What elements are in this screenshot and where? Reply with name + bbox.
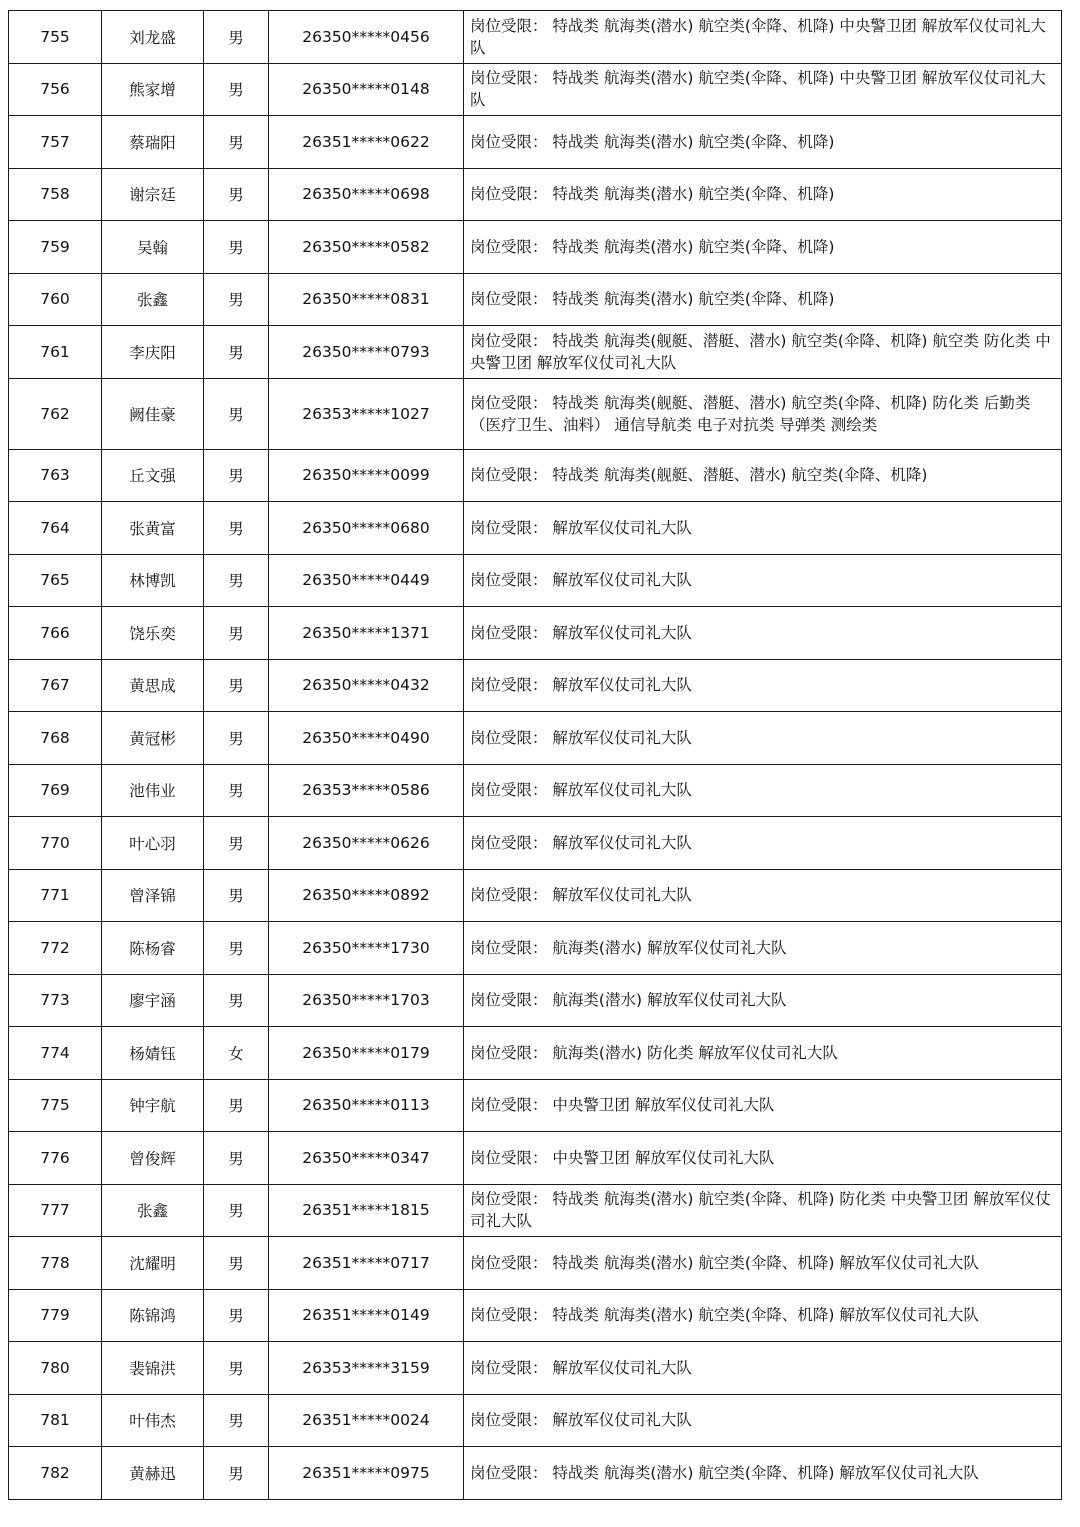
restriction-note-cell: 岗位受限： 解放军仪仗司礼大队	[464, 817, 1062, 870]
gender-cell: 男	[204, 1289, 269, 1342]
name-cell: 刘龙盛	[102, 11, 204, 64]
name-cell: 李庆阳	[102, 326, 204, 379]
restriction-note-cell: 岗位受限： 特战类 航海类(舰艇、潜艇、潜水) 航空类(伞降、机降) 航空类 防化类 中央警卫团 解放军仪仗司礼大队	[464, 326, 1062, 379]
name-cell: 黄思成	[102, 659, 204, 712]
row-number-cell: 758	[9, 168, 102, 221]
name-cell: 叶心羽	[102, 817, 204, 870]
restriction-note-cell: 岗位受限： 航海类(潜水) 解放军仪仗司礼大队	[464, 922, 1062, 975]
row-number-cell: 766	[9, 607, 102, 660]
restriction-note-cell: 岗位受限： 解放军仪仗司礼大队	[464, 712, 1062, 765]
candidate-id-cell: 26350*****0490	[269, 712, 464, 765]
restriction-note-cell: 岗位受限： 特战类 航海类(潜水) 航空类(伞降、机降)	[464, 273, 1062, 326]
gender-cell: 男	[204, 869, 269, 922]
gender-cell: 男	[204, 11, 269, 64]
table-row	[9, 607, 1062, 660]
row-number-cell: 769	[9, 764, 102, 817]
name-cell: 裴锦洪	[102, 1342, 204, 1395]
candidate-id-cell: 26350*****0432	[269, 659, 464, 712]
row-number-cell: 774	[9, 1027, 102, 1080]
gender-cell: 男	[204, 1342, 269, 1395]
restriction-note-cell: 岗位受限： 特战类 航海类(潜水) 航空类(伞降、机降) 防化类 中央警卫团 解放军仪仗司礼大队	[464, 1184, 1062, 1237]
table-row	[9, 1447, 1062, 1500]
table-row	[9, 116, 1062, 169]
candidate-id-cell: 26353*****1027	[269, 378, 464, 449]
row-number-cell: 771	[9, 869, 102, 922]
name-cell: 杨婧钰	[102, 1027, 204, 1080]
gender-cell: 男	[204, 1447, 269, 1500]
candidate-id-cell: 26350*****0793	[269, 326, 464, 379]
table-row	[9, 974, 1062, 1027]
row-number-cell: 781	[9, 1394, 102, 1447]
name-cell: 陈杨睿	[102, 922, 204, 975]
table-row	[9, 273, 1062, 326]
restriction-note-cell: 岗位受限： 特战类 航海类(潜水) 航空类(伞降、机降) 解放军仪仗司礼大队	[464, 1289, 1062, 1342]
row-number-cell: 767	[9, 659, 102, 712]
gender-cell: 男	[204, 1237, 269, 1290]
table-row	[9, 1079, 1062, 1132]
table-row	[9, 554, 1062, 607]
candidate-id-cell: 26350*****0892	[269, 869, 464, 922]
gender-cell: 男	[204, 922, 269, 975]
gender-cell: 男	[204, 378, 269, 449]
candidate-id-cell: 26351*****1815	[269, 1184, 464, 1237]
gender-cell: 男	[204, 449, 269, 502]
table-row	[9, 221, 1062, 274]
table-row	[9, 1132, 1062, 1185]
table-row	[9, 63, 1062, 116]
candidate-id-cell: 26350*****0698	[269, 168, 464, 221]
table-row	[9, 326, 1062, 379]
table-row	[9, 1342, 1062, 1395]
table-body	[9, 11, 1062, 1500]
gender-cell: 男	[204, 554, 269, 607]
gender-cell: 男	[204, 1132, 269, 1185]
candidate-id-cell: 26351*****0717	[269, 1237, 464, 1290]
name-cell: 黄赫迅	[102, 1447, 204, 1500]
restriction-note-cell: 岗位受限： 特战类 航海类(潜水) 航空类(伞降、机降)	[464, 221, 1062, 274]
name-cell: 曾泽锦	[102, 869, 204, 922]
restriction-note-cell: 岗位受限： 特战类 航海类(潜水) 航空类(伞降、机降) 解放军仪仗司礼大队	[464, 1447, 1062, 1500]
table-row	[9, 502, 1062, 555]
name-cell: 黄冠彬	[102, 712, 204, 765]
row-number-cell: 761	[9, 326, 102, 379]
candidate-id-cell: 26353*****0586	[269, 764, 464, 817]
table-row	[9, 659, 1062, 712]
candidate-id-cell: 26351*****0149	[269, 1289, 464, 1342]
name-cell: 丘文强	[102, 449, 204, 502]
name-cell: 阙佳豪	[102, 378, 204, 449]
candidate-id-cell: 26353*****3159	[269, 1342, 464, 1395]
candidate-id-cell: 26350*****1371	[269, 607, 464, 660]
gender-cell: 男	[204, 817, 269, 870]
gender-cell: 女	[204, 1027, 269, 1080]
gender-cell: 男	[204, 712, 269, 765]
name-cell: 吴翰	[102, 221, 204, 274]
restriction-note-cell: 岗位受限： 解放军仪仗司礼大队	[464, 659, 1062, 712]
name-cell: 蔡瑞阳	[102, 116, 204, 169]
restriction-note-cell: 岗位受限： 特战类 航海类(潜水) 航空类(伞降、机降) 中央警卫团 解放军仪仗司礼大队	[464, 63, 1062, 116]
gender-cell: 男	[204, 273, 269, 326]
candidate-id-cell: 26350*****0680	[269, 502, 464, 555]
name-cell: 张鑫	[102, 1184, 204, 1237]
restriction-note-cell: 岗位受限： 解放军仪仗司礼大队	[464, 607, 1062, 660]
table-row	[9, 712, 1062, 765]
table-row	[9, 1289, 1062, 1342]
table-row	[9, 869, 1062, 922]
name-cell: 张黄富	[102, 502, 204, 555]
gender-cell: 男	[204, 168, 269, 221]
row-number-cell: 759	[9, 221, 102, 274]
name-cell: 廖宇涵	[102, 974, 204, 1027]
table-row	[9, 922, 1062, 975]
gender-cell: 男	[204, 659, 269, 712]
row-number-cell: 755	[9, 11, 102, 64]
row-number-cell: 760	[9, 273, 102, 326]
gender-cell: 男	[204, 63, 269, 116]
row-number-cell: 776	[9, 1132, 102, 1185]
row-number-cell: 757	[9, 116, 102, 169]
name-cell: 陈锦鸿	[102, 1289, 204, 1342]
row-number-cell: 779	[9, 1289, 102, 1342]
candidate-id-cell: 26350*****0831	[269, 273, 464, 326]
candidate-id-cell: 26350*****1703	[269, 974, 464, 1027]
table-row	[9, 1394, 1062, 1447]
restriction-note-cell: 岗位受限： 解放军仪仗司礼大队	[464, 1394, 1062, 1447]
restriction-note-cell: 岗位受限： 航海类(潜水) 防化类 解放军仪仗司礼大队	[464, 1027, 1062, 1080]
row-number-cell: 780	[9, 1342, 102, 1395]
table-row	[9, 449, 1062, 502]
row-number-cell: 775	[9, 1079, 102, 1132]
table-row	[9, 1237, 1062, 1290]
table-row	[9, 817, 1062, 870]
row-number-cell: 778	[9, 1237, 102, 1290]
table-row	[9, 168, 1062, 221]
restriction-note-cell: 岗位受限： 特战类 航海类(舰艇、潜艇、潜水) 航空类(伞降、机降) 防化类 后勤类（医疗卫生、油料） 通信导航类 电子对抗类 导弹类 测绘类	[464, 378, 1062, 449]
gender-cell: 男	[204, 1394, 269, 1447]
row-number-cell: 765	[9, 554, 102, 607]
restriction-note-cell: 岗位受限： 特战类 航海类(潜水) 航空类(伞降、机降) 中央警卫团 解放军仪仗司礼大队	[464, 11, 1062, 64]
restriction-note-cell: 岗位受限： 解放军仪仗司礼大队	[464, 502, 1062, 555]
row-number-cell: 777	[9, 1184, 102, 1237]
name-cell: 钟宇航	[102, 1079, 204, 1132]
candidate-id-cell: 26350*****1730	[269, 922, 464, 975]
candidate-id-cell: 26350*****0179	[269, 1027, 464, 1080]
candidate-id-cell: 26350*****0099	[269, 449, 464, 502]
restriction-note-cell: 岗位受限： 解放军仪仗司礼大队	[464, 554, 1062, 607]
row-number-cell: 764	[9, 502, 102, 555]
table-row	[9, 11, 1062, 64]
name-cell: 曾俊辉	[102, 1132, 204, 1185]
candidate-id-cell: 26350*****0113	[269, 1079, 464, 1132]
name-cell: 沈耀明	[102, 1237, 204, 1290]
name-cell: 谢宗廷	[102, 168, 204, 221]
name-cell: 饶乐奕	[102, 607, 204, 660]
table-row	[9, 1027, 1062, 1080]
restriction-note-cell: 岗位受限： 特战类 航海类(潜水) 航空类(伞降、机降) 解放军仪仗司礼大队	[464, 1237, 1062, 1290]
restriction-note-cell: 岗位受限： 解放军仪仗司礼大队	[464, 1342, 1062, 1395]
restriction-note-cell: 岗位受限： 解放军仪仗司礼大队	[464, 869, 1062, 922]
gender-cell: 男	[204, 502, 269, 555]
row-number-cell: 763	[9, 449, 102, 502]
candidate-id-cell: 26350*****0456	[269, 11, 464, 64]
row-number-cell: 762	[9, 378, 102, 449]
restriction-note-cell: 岗位受限： 特战类 航海类(潜水) 航空类(伞降、机降)	[464, 168, 1062, 221]
row-number-cell: 770	[9, 817, 102, 870]
table-row	[9, 1184, 1062, 1237]
row-number-cell: 773	[9, 974, 102, 1027]
candidate-id-cell: 26350*****0582	[269, 221, 464, 274]
gender-cell: 男	[204, 974, 269, 1027]
gender-cell: 男	[204, 1184, 269, 1237]
row-number-cell: 782	[9, 1447, 102, 1500]
name-cell: 池伟业	[102, 764, 204, 817]
gender-cell: 男	[204, 116, 269, 169]
row-number-cell: 772	[9, 922, 102, 975]
candidate-id-cell: 26350*****0449	[269, 554, 464, 607]
name-cell: 张鑫	[102, 273, 204, 326]
gender-cell: 男	[204, 326, 269, 379]
restriction-note-cell: 岗位受限： 特战类 航海类(舰艇、潜艇、潜水) 航空类(伞降、机降)	[464, 449, 1062, 502]
candidate-id-cell: 26351*****0622	[269, 116, 464, 169]
candidate-id-cell: 26351*****0975	[269, 1447, 464, 1500]
candidate-id-cell: 26350*****0148	[269, 63, 464, 116]
restriction-note-cell: 岗位受限： 解放军仪仗司礼大队	[464, 764, 1062, 817]
restriction-note-cell: 岗位受限： 特战类 航海类(潜水) 航空类(伞降、机降)	[464, 116, 1062, 169]
gender-cell: 男	[204, 221, 269, 274]
restriction-note-cell: 岗位受限： 航海类(潜水) 解放军仪仗司礼大队	[464, 974, 1062, 1027]
gender-cell: 男	[204, 607, 269, 660]
restriction-note-cell: 岗位受限： 中央警卫团 解放军仪仗司礼大队	[464, 1132, 1062, 1185]
candidate-id-cell: 26351*****0024	[269, 1394, 464, 1447]
table-row	[9, 378, 1062, 449]
gender-cell: 男	[204, 764, 269, 817]
table-row	[9, 764, 1062, 817]
results-table	[8, 10, 1062, 1500]
candidate-id-cell: 26350*****0347	[269, 1132, 464, 1185]
restriction-note-cell: 岗位受限： 中央警卫团 解放军仪仗司礼大队	[464, 1079, 1062, 1132]
row-number-cell: 756	[9, 63, 102, 116]
name-cell: 熊家增	[102, 63, 204, 116]
name-cell: 叶伟杰	[102, 1394, 204, 1447]
candidate-id-cell: 26350*****0626	[269, 817, 464, 870]
row-number-cell: 768	[9, 712, 102, 765]
gender-cell: 男	[204, 1079, 269, 1132]
name-cell: 林博凯	[102, 554, 204, 607]
